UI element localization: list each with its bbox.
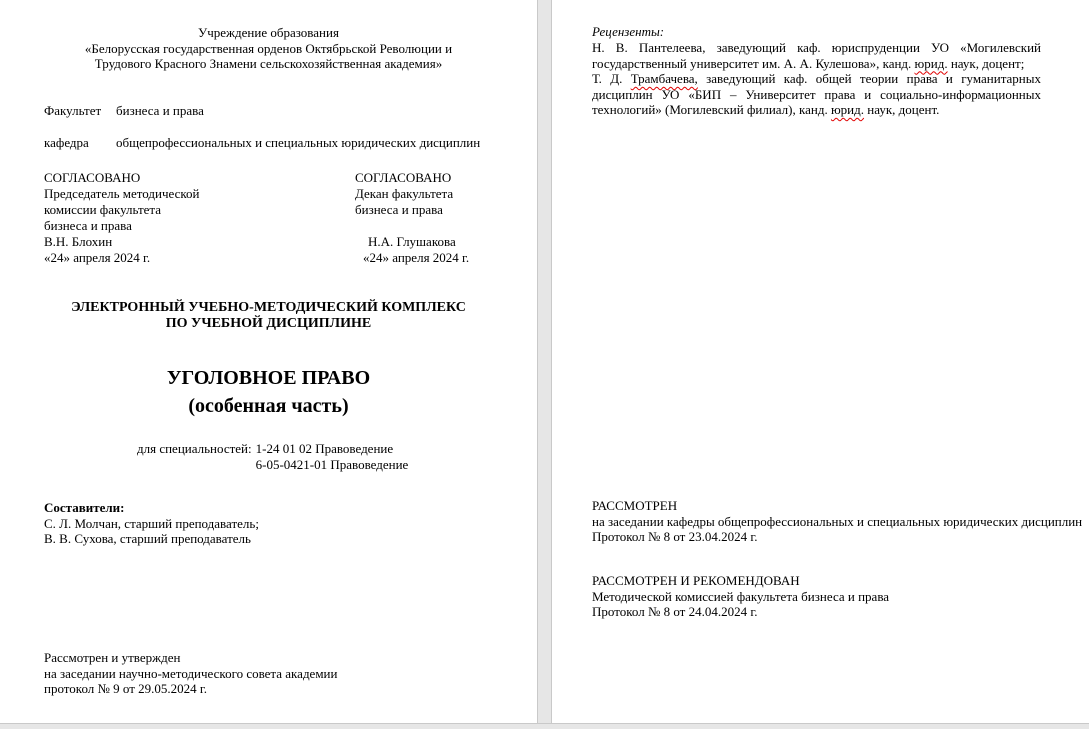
text-segment: наук, доцент. bbox=[864, 102, 940, 117]
org-header-line-1: Учреждение образования bbox=[198, 25, 339, 40]
text-segment: заведующий каф. общей теории права и гуманитарных bbox=[697, 71, 1041, 86]
text-segment: технологий» (Могилевский филиал), канд. bbox=[592, 102, 831, 117]
main-title-line-1: УГОЛОВНОЕ ПРАВО bbox=[166, 367, 371, 389]
text-segment: Н. В. Пантелеева, заведующий каф. юриспруденции УО «Могилевский bbox=[592, 40, 1041, 55]
main-title-line-2: (особенная часть) bbox=[188, 395, 349, 417]
faculty-row bbox=[44, 103, 204, 119]
page-gap bbox=[537, 0, 552, 723]
approved-right-role-2: бизнеса и права bbox=[355, 202, 443, 217]
reviewed-block-1 bbox=[592, 498, 1083, 545]
reviewed2-body: Методической комиссией факультета бизнеса и права bbox=[592, 588, 890, 604]
reviewed-block-2 bbox=[592, 573, 1047, 620]
specialties-block bbox=[137, 441, 408, 472]
reviewers-line-4 bbox=[592, 87, 1041, 103]
compilers-label: Составители: bbox=[44, 500, 125, 515]
department-row bbox=[44, 135, 480, 151]
reviewed2-title: РАССМОТРЕН И РЕКОМЕНДОВАН bbox=[592, 573, 800, 588]
reviewed1-title: РАССМОТРЕН bbox=[592, 498, 678, 513]
reviewers-paragraph bbox=[592, 40, 1041, 118]
reviewers-label: Рецензенты: bbox=[592, 24, 665, 39]
org-header-line-2: «Белорусская государственная орденов Октябрьской Революции и bbox=[84, 40, 453, 56]
approved-right-date: «24» апреля 2024 г. bbox=[363, 250, 470, 265]
page-right[interactable] bbox=[552, 0, 1089, 723]
approval-note-line-3: протокол № 9 от 29.05.2024 г. bbox=[44, 681, 208, 696]
approved-left-name: В.Н. Блохин bbox=[44, 234, 113, 249]
compiler-item-1: С. Л. Молчан, старший преподаватель; bbox=[44, 515, 259, 531]
specialty-item-2: 6-05-0421-01 Правоведение bbox=[255, 456, 409, 472]
bottom-gap bbox=[0, 723, 1089, 729]
reviewers-line-2 bbox=[592, 56, 1041, 72]
doc-type-heading bbox=[0, 300, 537, 332]
reviewed1-body: на заседании кафедры общепрофессиональных и специальных юридических дисциплин bbox=[592, 513, 1083, 529]
compiler-item-2: В. В. Сухова, старший преподаватель bbox=[44, 531, 251, 546]
specialty-item-1: 1-24 01 02 Правоведение bbox=[255, 441, 394, 456]
approved-left-role-3: бизнеса и права bbox=[44, 218, 132, 233]
approved-block-left bbox=[44, 170, 294, 266]
approval-note-block bbox=[44, 650, 337, 697]
approved-left-date: «24» апреля 2024 г. bbox=[44, 250, 151, 265]
compilers-block bbox=[44, 500, 259, 547]
reviewed2-protocol: Протокол № 8 от 24.04.2024 г. bbox=[592, 604, 758, 619]
approval-note-line-2: на заседании научно-методического совета академии bbox=[44, 665, 338, 681]
reviewers-line-3 bbox=[592, 71, 1041, 87]
text-segment: наук, доцент; bbox=[947, 55, 1025, 71]
main-title bbox=[0, 364, 537, 420]
faculty-label: Факультет bbox=[44, 103, 102, 118]
org-header bbox=[0, 25, 537, 72]
text-segment: государственный университет им. А. А. Кулешова», канд. bbox=[592, 55, 915, 71]
approval-note-line-1: Рассмотрен и утвержден bbox=[44, 650, 181, 665]
doc-type-line-1: ЭЛЕКТРОННЫЙ УЧЕБНО-МЕТОДИЧЕСКИЙ КОМПЛЕКС bbox=[71, 300, 466, 315]
approved-left-title: СОГЛАСОВАНО bbox=[44, 170, 141, 185]
approved-left-role-2: комиссии факультета bbox=[44, 202, 162, 217]
page-left[interactable] bbox=[0, 0, 537, 723]
approved-right-role-1: Декан факультета bbox=[355, 186, 454, 201]
department-value: общепрофессиональных и специальных юридических дисциплин bbox=[116, 135, 481, 150]
misspelled-word: Трамбачева, bbox=[630, 71, 698, 86]
blank-line bbox=[355, 218, 525, 234]
reviewed1-protocol: Протокол № 8 от 23.04.2024 г. bbox=[592, 529, 758, 544]
reviewers-line-1 bbox=[592, 40, 1041, 56]
misspelled-word: юрид. bbox=[830, 102, 865, 117]
specialties-list bbox=[256, 441, 409, 472]
reviewers-line-5 bbox=[592, 102, 1041, 118]
org-header-line-3: Трудового Красного Знамени сельскохозяйственная академия» bbox=[94, 56, 443, 71]
department-label: кафедра bbox=[44, 135, 89, 150]
specialties-label: для специальностей: bbox=[137, 441, 252, 456]
doc-type-line-2: ПО УЧЕБНОЙ ДИСЦИПЛИНЕ bbox=[165, 316, 372, 331]
faculty-value: бизнеса и права bbox=[116, 103, 204, 118]
approved-right-name: Н.А. Глушакова bbox=[368, 234, 456, 249]
approved-right-title: СОГЛАСОВАНО bbox=[355, 170, 452, 185]
misspelled-word: юрид. bbox=[914, 55, 948, 71]
text-segment: Т. Д. bbox=[592, 71, 631, 86]
text-segment: дисциплин УО «БИП – Университет права и социально-информационных bbox=[592, 86, 1041, 102]
approved-left-role-1: Председатель методической bbox=[44, 186, 200, 201]
approved-block-right bbox=[355, 170, 525, 266]
